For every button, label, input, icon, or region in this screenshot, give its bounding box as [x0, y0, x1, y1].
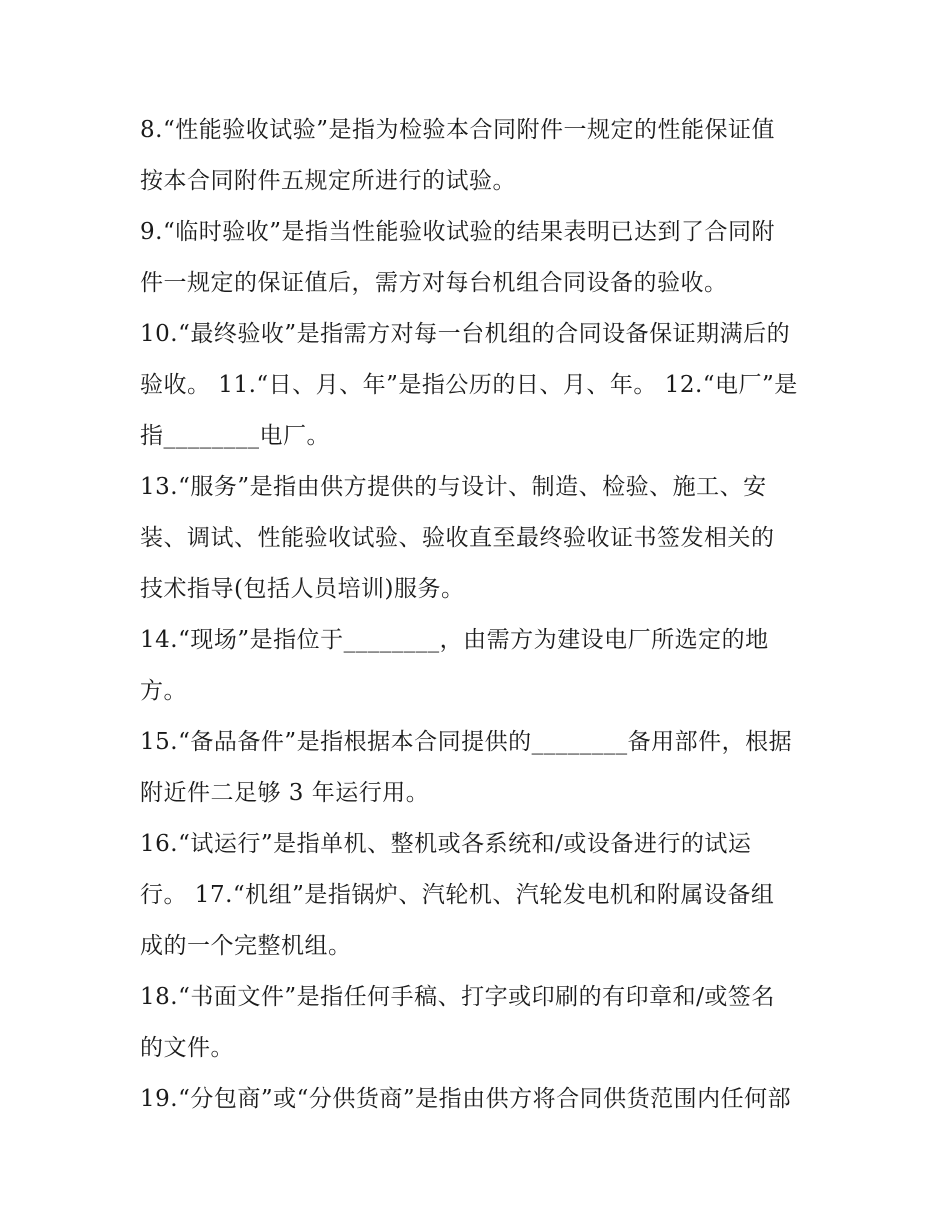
- text-line: 验收。 11.“日、月、年”是指公历的日、月、年。 12.“电厂”是: [140, 372, 798, 398]
- text-line: 14.“现场”是指位于________，由需方为建设电厂所选定的地: [140, 627, 769, 653]
- text-line: 方。: [140, 678, 187, 704]
- text-line: 15.“备品备件”是指根据本合同提供的________备用部件，根据: [140, 729, 793, 755]
- text-line: 8.“性能验收试验”是指为检验本合同附件一规定的性能保证值: [140, 117, 775, 143]
- text-line: 19.“分包商”或“分供货商”是指由供方将合同供货范围内任何部: [140, 1086, 792, 1112]
- text-line: 行。 17.“机组”是指锅炉、汽轮机、汽轮发电机和附属设备组: [140, 882, 775, 908]
- document-body: [140, 105, 820, 1125]
- text-line: 的文件。: [140, 1035, 234, 1061]
- text-line: 18.“书面文件”是指任何手稿、打字或印刷的有印章和/或签名: [140, 984, 775, 1010]
- text-line: 装、调试、性能验收试验、验收直至最终验收证书签发相关的: [140, 525, 775, 551]
- text-line: 9.“临时验收”是指当性能验收试验的结果表明已达到了合同附: [140, 219, 775, 245]
- text-line: 10.“最终验收”是指需方对每一台机组的合同设备保证期满后的: [140, 321, 791, 347]
- text-line: 成的一个完整机组。: [140, 933, 352, 959]
- text-line: 指________电厂。: [140, 423, 330, 449]
- text-line: 件一规定的保证值后，需方对每台机组合同设备的验收。: [140, 270, 728, 296]
- text-line: 按本合同附件五规定所进行的试验。: [140, 168, 516, 194]
- text-line: 附近件二足够 3 年运行用。: [140, 780, 430, 806]
- text-line: 技术指导(包括人员培训)服务。: [140, 576, 465, 602]
- text-line: 16.“试运行”是指单机、整机或各系统和/或设备进行的试运: [140, 831, 752, 857]
- text-line: 13.“服务”是指由供方提供的与设计、制造、检验、施工、安: [140, 474, 767, 500]
